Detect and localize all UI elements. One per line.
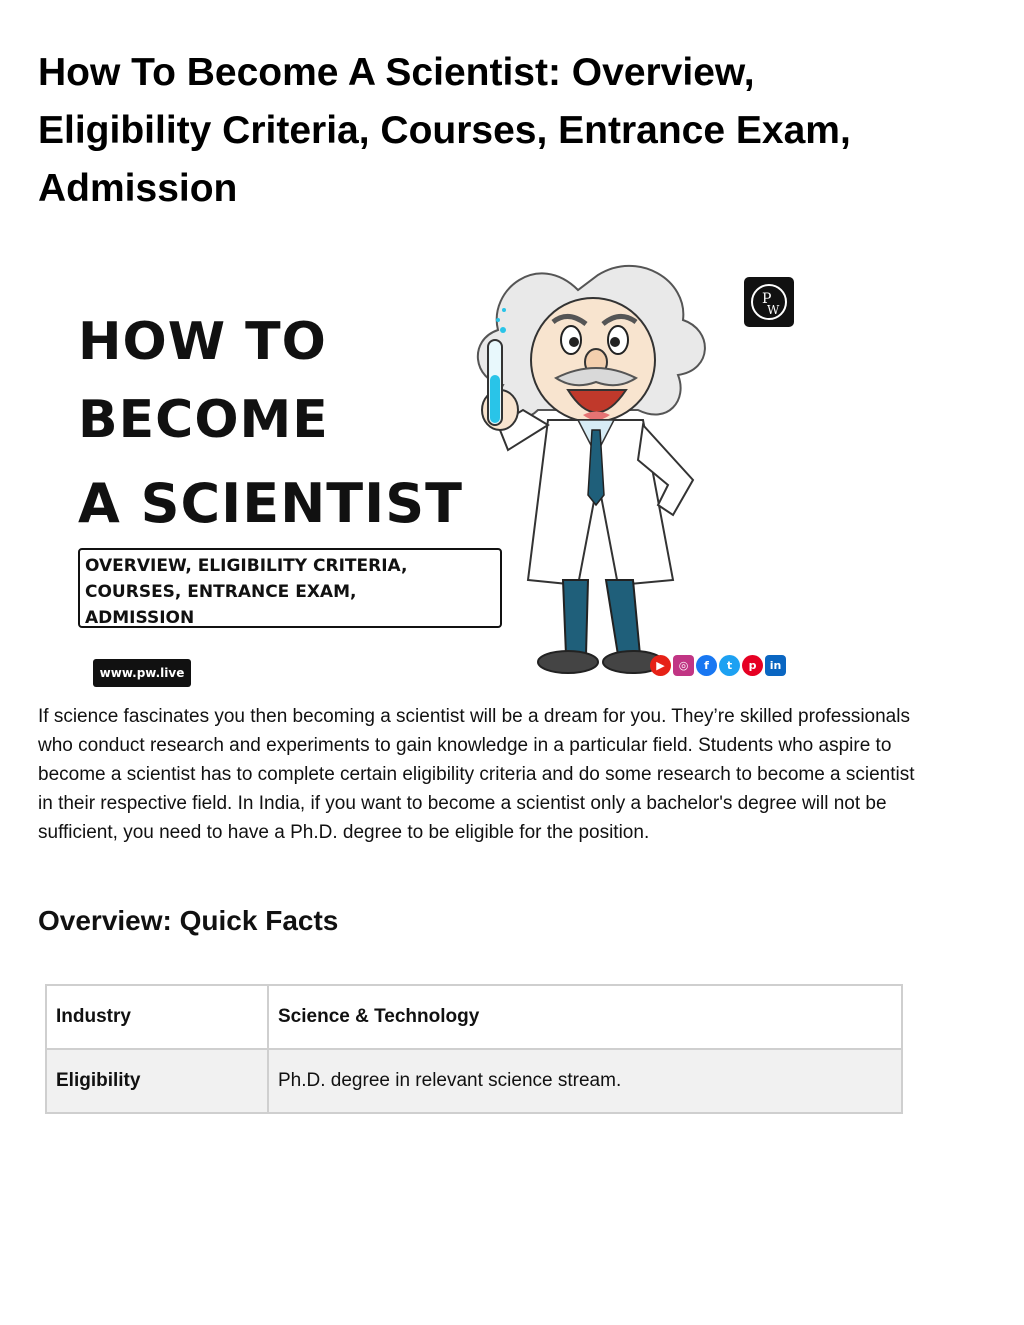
page-title: How To Become A Scientist: Overview, Eligibility Criteria, Courses, Entrance Exam, Admission xyxy=(38,51,851,210)
hero-banner xyxy=(38,250,858,690)
table-row xyxy=(46,985,902,1049)
instagram-icon[interactable]: ◎ xyxy=(673,655,694,676)
table-cell-value: Science & Technology xyxy=(268,985,902,1049)
hero-title-line-1: HOW TO xyxy=(78,312,327,372)
hero-subtitle-line: ADMISSION xyxy=(85,608,195,628)
table-cell-key: Eligibility xyxy=(46,1049,268,1113)
pw-logo xyxy=(744,277,794,327)
svg-text:W: W xyxy=(767,303,780,317)
social-icons xyxy=(650,655,786,676)
intro-paragraph: If science fascinates you then becoming a scientist will be a dream for you. They’re skilled professionals who conduct research and experiments to gain knowledge in a particular field. Students who aspire to become a scientist has to complete certain eligibility criteria and do some research to become a scientist in their respective field. In India, if you want to become a scientist only a bachelor's degree will not be sufficient, you need to have a Ph.D. degree to be eligible for the position. xyxy=(38,706,915,843)
scientist-illustration xyxy=(428,250,748,690)
quick-facts-table xyxy=(45,984,903,1114)
pw-logo-icon xyxy=(749,282,789,322)
svg-text:P: P xyxy=(762,291,772,307)
hero-title-line-3: A SCIENTIST xyxy=(78,472,463,535)
pinterest-icon[interactable]: p xyxy=(742,655,763,676)
section-heading: Overview: Quick Facts xyxy=(38,905,339,936)
website-url-badge: www.pw.live xyxy=(93,659,191,687)
table-row xyxy=(46,1049,902,1113)
hero-subtitle-line: OVERVIEW, ELIGIBILITY CRITERIA, xyxy=(85,556,408,576)
twitter-icon[interactable]: t xyxy=(719,655,740,676)
hero-title-line-2: BECOME xyxy=(78,390,329,450)
facebook-icon[interactable]: f xyxy=(696,655,717,676)
youtube-icon[interactable]: ▶ xyxy=(650,655,671,676)
linkedin-icon[interactable]: in xyxy=(765,655,786,676)
hero-subtitle-line: COURSES, ENTRANCE EXAM, xyxy=(85,582,357,602)
table-cell-key: Industry xyxy=(46,985,268,1049)
table-cell-value: Ph.D. degree in relevant science stream. xyxy=(268,1049,902,1113)
